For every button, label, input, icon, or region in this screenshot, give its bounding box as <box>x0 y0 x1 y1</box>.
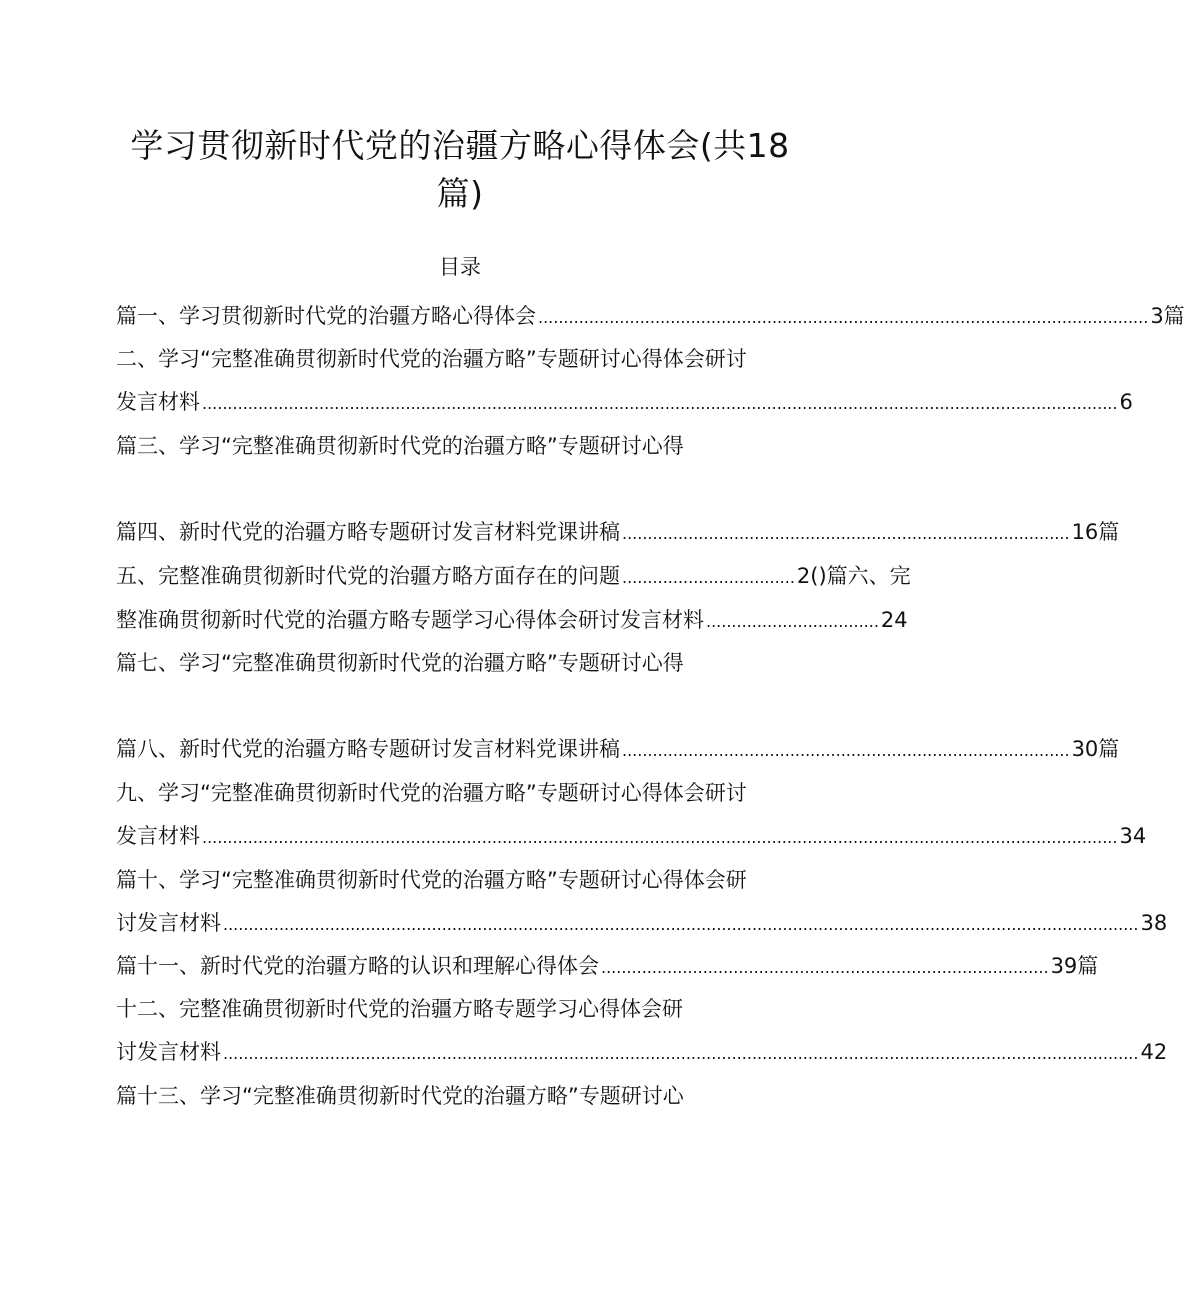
toc-line <box>116 862 747 898</box>
toc-leader-dots: .................................. <box>706 612 879 631</box>
toc-leader-dots: ........................................................................................ <box>622 741 1070 760</box>
toc-line <box>116 514 1120 550</box>
toc-page-number: 3篇 <box>1150 304 1185 328</box>
toc-line <box>116 948 1099 984</box>
toc-heading: 目录 <box>439 255 481 279</box>
toc-line <box>116 1078 684 1114</box>
toc-entry-text: 讨发言材料 <box>116 911 221 935</box>
toc-leader-dots: .................................................................................................................................................................................... <box>223 1044 1139 1063</box>
toc-entry-text: 十二、完整准确贯彻新时代党的治疆方略专题学习心得体会研 <box>116 997 683 1021</box>
toc-entry-text: 五、完整准确贯彻新时代党的治疆方略方面存在的问题 <box>116 564 620 588</box>
toc-entry-text: 篇八、新时代党的治疆方略专题研讨发言材料党课讲稿 <box>116 737 620 761</box>
toc-entry-text: 篇十三、学习“完整准确贯彻新时代党的治疆方略”专题研讨心 <box>116 1084 684 1108</box>
toc-entry-text: 篇三、学习“完整准确贯彻新时代党的治疆方略”专题研讨心得 <box>116 434 684 458</box>
toc-page-number: 42 <box>1140 1040 1168 1064</box>
toc-entry-text: 发言材料 <box>116 390 200 414</box>
document-title <box>120 122 800 218</box>
toc-entry-text: 九、学习“完整准确贯彻新时代党的治疆方略”专题研讨心得体会研讨 <box>116 781 747 805</box>
toc-entry-text: 二、学习“完整准确贯彻新时代党的治疆方略”专题研讨心得体会研讨 <box>116 347 747 371</box>
toc-entry-text: 篇四、新时代党的治疆方略专题研讨发言材料党课讲稿 <box>116 520 620 544</box>
toc-line <box>116 298 1185 334</box>
toc-leader-dots: .................................................................................................................................................................................... <box>202 394 1118 413</box>
toc-page-number: 16篇 <box>1071 520 1120 544</box>
toc-page-number: 34 <box>1119 824 1147 848</box>
toc-page-number: 30篇 <box>1071 737 1120 761</box>
toc-entry-text: 篇十、学习“完整准确贯彻新时代党的治疆方略”专题研讨心得体会研 <box>116 868 747 892</box>
toc-leader-dots: .................................................................................................................................................................................... <box>202 828 1118 847</box>
toc-line <box>116 775 747 811</box>
toc-line <box>116 602 908 638</box>
toc-line <box>116 384 1133 420</box>
toc-entry-text: 篇七、学习“完整准确贯彻新时代党的治疆方略”专题研讨心得 <box>116 651 684 675</box>
toc-leader-dots: ........................................................................................................................ <box>538 308 1149 327</box>
title-line-2: 篇) <box>436 174 484 213</box>
toc-line <box>116 731 1120 767</box>
toc-page-number: 38 <box>1140 911 1168 935</box>
toc-line <box>116 645 684 681</box>
title-line-1: 学习贯彻新时代党的治疆方略心得体会(共18 <box>130 126 790 165</box>
toc-line <box>116 1034 1168 1070</box>
toc-entry-text: 发言材料 <box>116 824 200 848</box>
toc-entry-text: 讨发言材料 <box>116 1040 221 1064</box>
toc-entry-text: 篇十一、新时代党的治疆方略的认识和理解心得体会 <box>116 954 599 978</box>
toc-page-number: 6 <box>1119 390 1133 414</box>
toc-line <box>116 341 747 377</box>
toc-leader-dots: .................................................................................................................................................................................... <box>223 915 1139 934</box>
toc-entry-text: 篇一、学习贯彻新时代党的治疆方略心得体会 <box>116 304 536 328</box>
toc-page-number: 2()篇六、完 <box>796 564 911 588</box>
toc-line <box>116 905 1168 941</box>
toc-leader-dots: ........................................................................................ <box>622 524 1070 543</box>
toc-page-number: 39篇 <box>1050 954 1099 978</box>
toc-line <box>116 991 683 1027</box>
toc-leader-dots: ........................................................................................ <box>601 958 1049 977</box>
toc-page-number: 24 <box>880 608 908 632</box>
toc-line <box>116 558 911 594</box>
toc-line <box>116 428 684 464</box>
toc-leader-dots: .................................. <box>622 568 795 587</box>
toc-entry-text: 整准确贯彻新时代党的治疆方略专题学习心得体会研讨发言材料 <box>116 608 704 632</box>
toc-line <box>116 818 1147 854</box>
